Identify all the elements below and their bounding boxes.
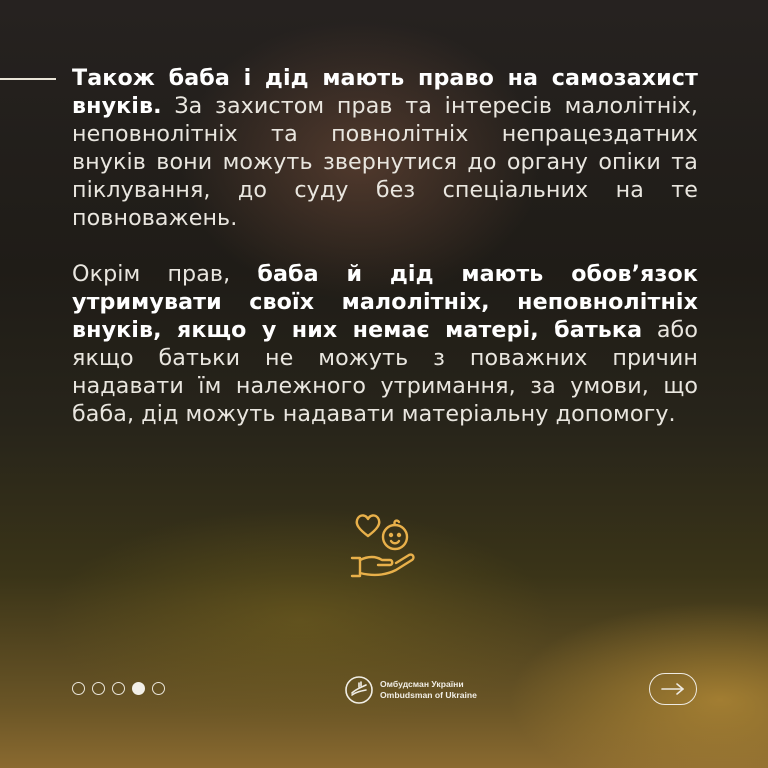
paragraph-1-bold: Також баба і дід мають право на самозахист внуків. [72,65,698,119]
next-slide-button[interactable] [649,673,697,705]
paragraph-1-rest: За захистом прав та інтересів малолітніх, неповнолітніх та повнолітніх непрацездатних внуків вони можуть звернутися до органу опіки та піклування, до суду без спеціальних на те повноважень. [72,93,698,231]
pagination-dot-2[interactable] [92,682,105,695]
hand-heart-baby-icon [346,510,422,586]
pagination-dot-5[interactable] [152,682,165,695]
pagination-dot-4-active[interactable] [132,682,145,695]
pagination-dots [72,682,165,695]
pagination-dot-3[interactable] [112,682,125,695]
decorative-rule [0,78,56,80]
paragraph-2-lead: Окрім прав, [72,261,258,287]
logo-text [380,679,477,701]
paragraph-2-bold: баба й дід мають обов’язок утримувати своїх малолітніх, неповнолітніх внуків, якщо у них немає матері, батька [72,261,698,343]
ombudsman-emblem-icon [344,675,374,705]
paragraph-2 [72,260,698,428]
arrow-right-icon [660,682,686,696]
pagination-dot-1[interactable] [72,682,85,695]
logo-text-en: Ombudsman of Ukraine [380,690,477,700]
paragraph-1 [72,64,698,232]
paragraph-2-rest: або якщо батьки не можуть з поважних причин надавати їм належного утримання, за умови, що баба, дід можуть надавати матеріальну допомогу. [72,317,698,427]
logo-text-ua: Омбудсман України [380,679,464,689]
main-text [72,64,698,428]
ombudsman-logo [344,675,477,705]
